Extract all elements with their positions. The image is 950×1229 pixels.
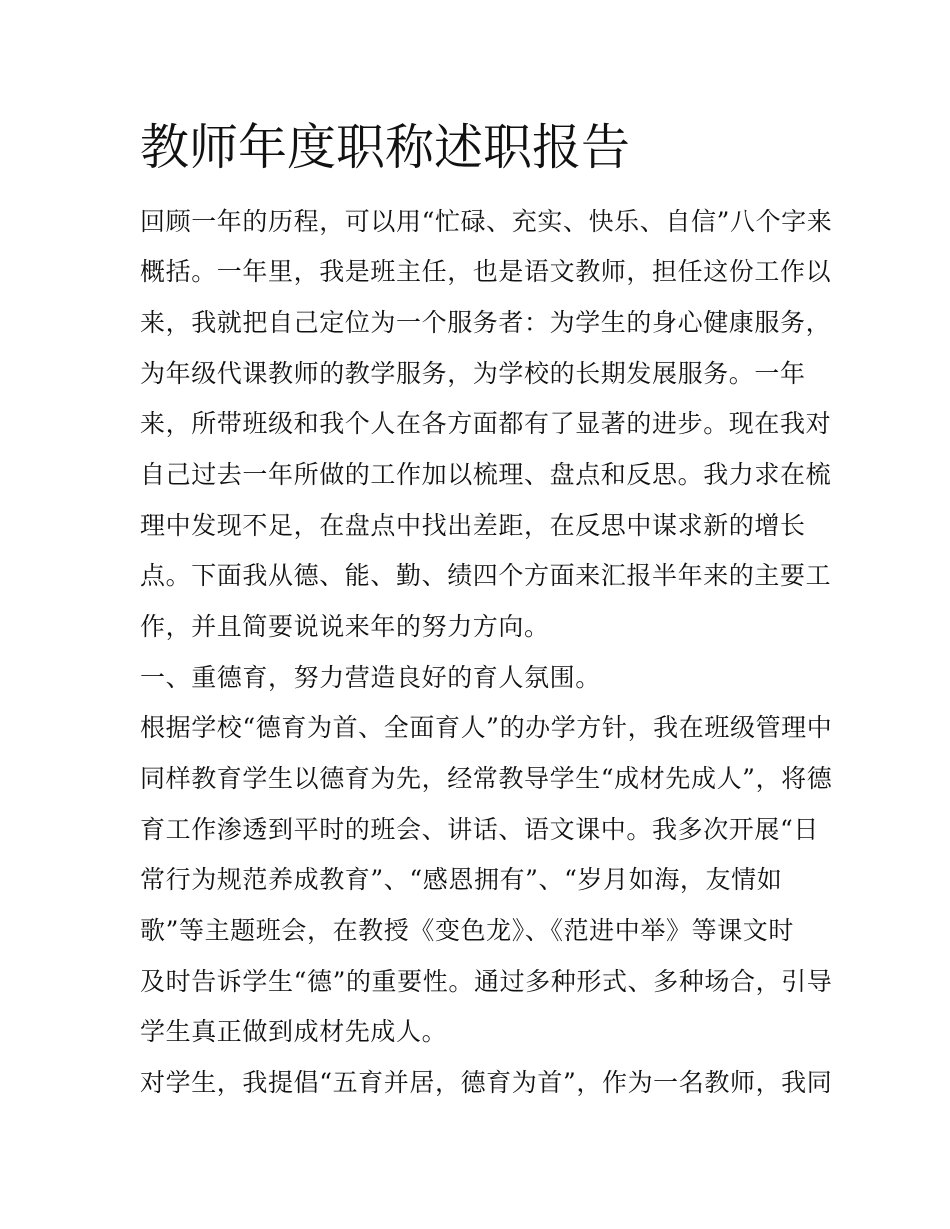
- body-line: 作，并且简要说说来年的努力方向。: [140, 612, 550, 641]
- body-line: 来，所带班级和我个人在各方面都有了显著的进步。现在我对: [140, 409, 832, 438]
- body-line: 来，我就把自己定位为一个服务者：为学生的身心健康服务，: [140, 308, 832, 337]
- body-line: 理中发现不足，在盘点中找出差距，在反思中谋求新的增长: [140, 511, 806, 540]
- body-line: 常行为规范养成教育”、“感恩拥有”、“岁月如海，友情如: [140, 865, 783, 894]
- body-line: 歌”等主题班会，在教授《变色龙》、《范进中举》等课文时: [140, 916, 794, 945]
- body-line: 根据学校“德育为首、全面育人”的办学方针，我在班级管理中: [140, 713, 833, 742]
- body-line: 育工作渗透到平时的班会、讲话、语文课中。我多次开展“日: [140, 815, 819, 844]
- section-heading: 一、重德育，努力营造良好的育人氛围。: [140, 663, 601, 692]
- body-line: 回顾一年的历程，可以用“忙碌、充实、快乐、自信”八个字来: [140, 207, 833, 236]
- document-title: 教师年度职称述职报告: [140, 119, 631, 176]
- body-line: 对学生，我提倡“五育并居，德育为首”，作为一名教师，我同: [140, 1068, 833, 1097]
- body-line: 及时告诉学生“德”的重要性。通过多种形式、多种场合，引导: [140, 967, 833, 996]
- body-line: 点。下面我从德、能、勤、绩四个方面来汇报半年来的主要工: [140, 561, 832, 590]
- body-line: 同样教育学生以德育为先，经常教导学生“成材先成人”，将德: [140, 764, 833, 793]
- body-line: 概括。一年里，我是班主任，也是语文教师，担任这份工作以: [140, 257, 832, 286]
- body-line: 为年级代课教师的教学服务，为学校的长期发展服务。一年: [140, 359, 806, 388]
- body-line: 自己过去一年所做的工作加以梳理、盘点和反思。我力求在梳: [140, 460, 832, 489]
- body-line: 学生真正做到成材先成人。: [140, 1017, 448, 1046]
